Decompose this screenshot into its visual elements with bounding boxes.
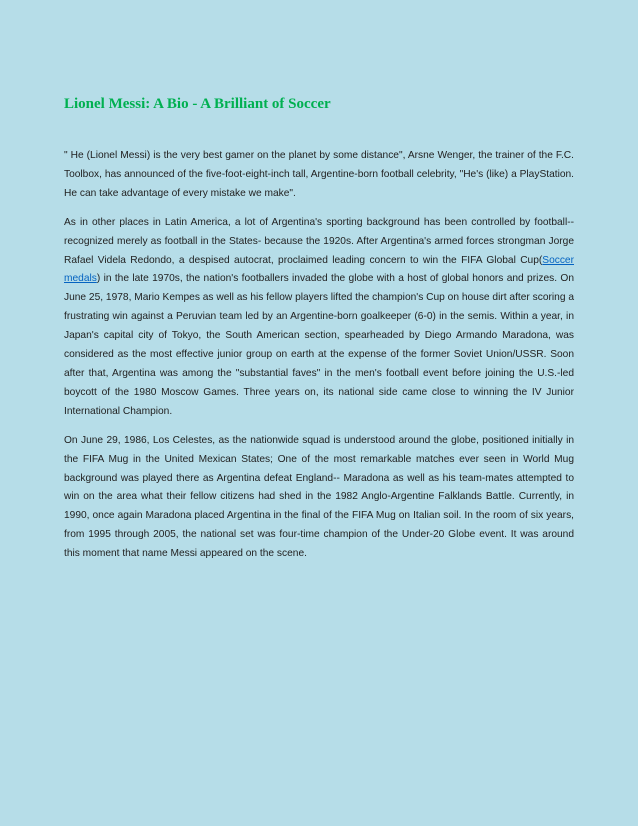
document-page <box>64 94 574 574</box>
paragraph-history <box>64 214 574 422</box>
paragraph-quote: " He (Lionel Messi) is the very best gamer on the planet by some distance", Arsne Wenger, the trainer of the F.C. Toolbox, has announced of the five-foot-eight-inch tall, Argentine-born football celebrity, "He's (like) a PlayStation. He can take advantage of every mistake we make". <box>64 150 574 199</box>
paragraph-1986: On June 29, 1986, Los Celestes, as the nationwide squad is understood around the globe, positioned initially in the FIFA Mug in the United Mexican States; One of the most remarkable matches ever seen in World Mug background was played there as Argentina defeat England-- Maradona as well as his team-mates attempted to win on the area what their fellow citizens had shed in the 1982 Anglo-Argentine Falklands Battle. Currently, in 1990, once again Maradona placed Argentina in the final of the FIFA Mug on Italian soil. In the room of six years, from 1995 through 2005, the national set was four-time champion of the Under-20 Globe event. It was around this moment that name Messi appeared on the scene. <box>64 434 574 560</box>
document-title: Lionel Messi: A Bio - A Brilliant of Soccer <box>64 96 331 112</box>
paragraph-history-text-before: As in other places in Latin America, a lot of Argentina's sporting background has been controlled by football-- recognized merely as football in the States- because the 1920s. After Argentina's armed forces strongman Jorge Rafael Videla Redondo, a despised autocrat, proclaimed leading concern to win the FIFA Global Cup( <box>64 216 574 266</box>
paragraph-history-text-after: ) in the late 1970s, the nation's footballers invaded the globe with a host of global honors and prizes. On June 25, 1978, Mario Kempes as well as his fellow players lifted the champion's Cup on house dirt after scoring a frustrating win against a Peruvian team led by an Argentine-born goalkeeper (6-0) in the semis. Within a year, in Japan's capital city of Tokyo, the South American section, spearheaded by Diego Armando Maradona, was considered as the most effective junior group on earth at the expense of the former Soviet Union/USSR. Soon after that, Argentina was among the "substantial faves" in the men's football event before joining the U.S.-led boycott of the 1980 Moscow Games. Three years on, its national side came close to winning the IV Junior International Champion. <box>64 273 574 417</box>
soccer-medals-link[interactable]: Soccer medals <box>64 254 574 285</box>
